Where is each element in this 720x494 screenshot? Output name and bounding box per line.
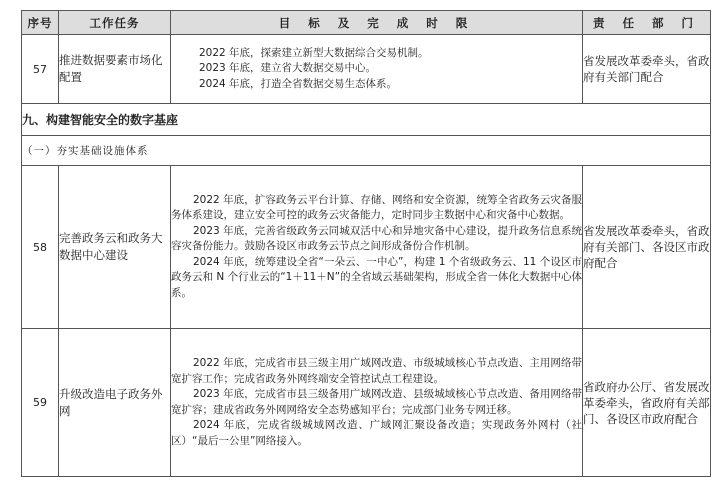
responsible-dept: 省发展改革委牵头，省政府有关部门、各设区市政府配合 [583,166,711,329]
table-header-row [22,11,711,35]
table-row-58 [22,166,711,329]
header-dept: 责 任 部 门 [583,11,711,35]
section-row [22,104,711,136]
goal-paragraph: 2023 年底，完善省级政务云同城双活中心和异地灾备中心建设，提升政务信息系统容灾备份能力。鼓励各设区市政务云节点之间形成备份合作机制。 [171,224,582,253]
goal-cell [171,35,583,104]
table-row-57 [22,35,711,104]
goal-cell [171,329,583,477]
task-table [21,10,711,477]
responsible-dept: 省政府办公厅、省发展改革委牵头，省政府有关部门、各设区市政府配合 [583,329,711,477]
goal-cell [171,166,583,329]
header-task: 工作任务 [59,11,171,35]
goal-paragraph: 2024 年底，完成省级城域网改造、广域网汇聚设备改造；实现政务外网村（社区）“最后一公里”网络接入。 [171,419,582,447]
subsection-title: （一）夯实基础设施体系 [22,136,711,166]
header-num: 序号 [22,11,59,35]
goal-paragraph: 2022 年底，扩容政务云平台计算、存储、网络和安全资源，统筹全省政务云灾备服务体系建设，建立安全可控的政务云灾备能力，定时同步主数据中心和灾备中心数据。 [171,193,582,222]
goal-line: 2024 年底，打造全省数据交易生态体系。 [199,77,398,90]
goal-paragraph: 2023 年底，完成省市县三级备用广域网改造、县级城域核心节点改造、备用网络带宽扩容；建成省政务外网网络安全态势感知平台；完成部门业务专网迁移。 [171,388,582,416]
goal-paragraph: 2024 年底，统筹建设全省“一朵云、一中心”，构建 1 个省级政务云、11 个设区市政务云和 N 个行业云的“1＋11＋N”的全省域云基础架构，形成全省一体化大数据中心体系。 [171,255,582,299]
section-title: 九、构建智能安全的数字基座 [22,104,711,136]
goal-line: 2022 年底，探索建立新型大数据综合交易机制。 [199,46,429,59]
task-name: 升级改造电子政务外网 [59,329,171,477]
subsection-row [22,136,711,166]
row-number: 58 [22,166,59,329]
header-goal: 目 标 及 完 成 时 限 [171,11,583,35]
goal-line: 2023 年底，建立省大数据交易中心。 [199,62,377,75]
task-name: 完善政务云和政务大数据中心建设 [59,166,171,329]
task-name: 推进数据要素市场化配置 [59,35,171,104]
goal-paragraph: 2022 年底，完成省市县三级主用广域网改造、市级城域核心节点改造、主用网络带宽扩容工作；完成省政务外网终端安全管控试点工程建设。 [171,357,582,385]
row-number: 57 [22,35,59,104]
row-number: 59 [22,329,59,477]
table-row-59 [22,329,711,477]
responsible-dept: 省发展改革委牵头，省政府有关部门配合 [583,35,711,104]
